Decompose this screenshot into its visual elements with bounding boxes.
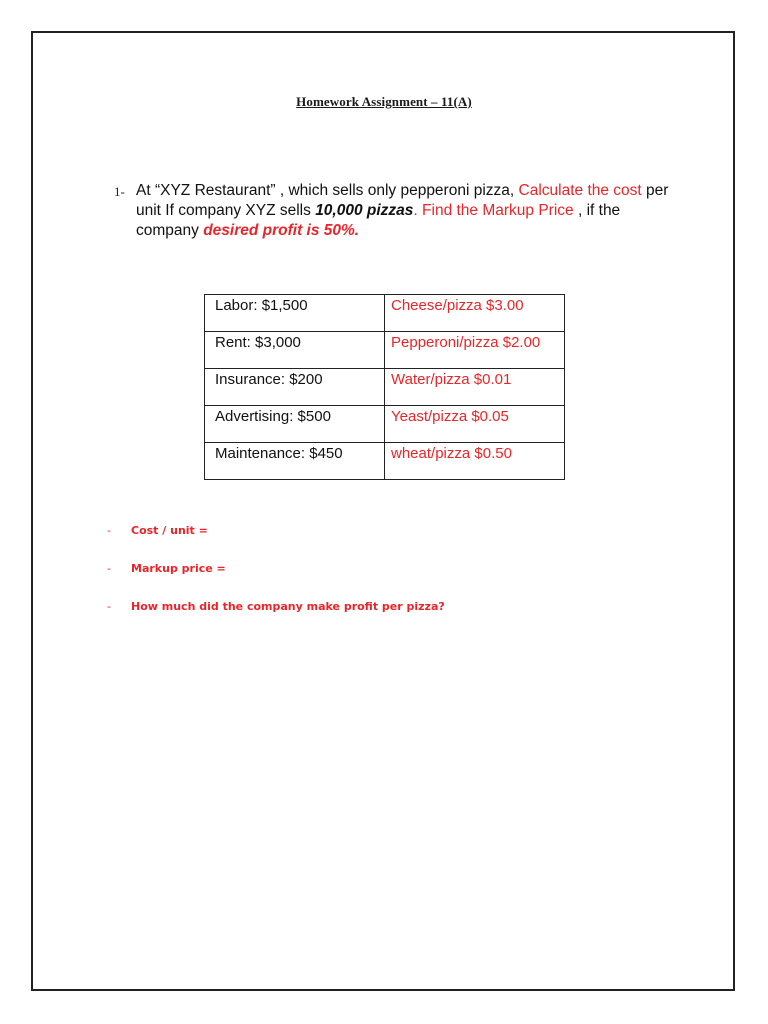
list-item-text: Cost / unit = [131,524,208,537]
cost-table [204,294,565,480]
fixed-cost-cell: Advertising: $500 [205,406,385,443]
question-part-7: desired profit is 50%. [203,222,360,239]
question-number: 1- [114,184,125,199]
question-part-6: , if the company [136,202,621,239]
assignment-title: Homework Assignment – 11(A) [296,94,472,109]
list-item [107,600,445,638]
table-row [205,443,565,480]
fixed-cost-cell: Labor: $1,500 [205,295,385,332]
list-dash: - [107,600,111,613]
variable-cost-cell: wheat/pizza $0.50 [385,443,565,480]
table-row [205,406,565,443]
list-dash: - [107,524,111,537]
table-row [205,332,565,369]
question-text [136,181,676,241]
variable-cost-cell: Water/pizza $0.01 [385,369,565,406]
question-part-3: per unit If company XYZ sells [136,182,669,219]
list-item [107,562,445,600]
question-part-4: 10,000 pizzas [315,202,414,219]
question-list [107,524,445,638]
question-part-1: At “XYZ Restaurant” , which sells only pepperoni pizza, [136,182,519,199]
question-part-2: Calculate the cost [518,182,642,199]
list-item-text: How much did the company make profit per pizza? [131,600,445,613]
fixed-cost-cell: Insurance: $200 [205,369,385,406]
variable-cost-cell: Cheese/pizza $3.00 [385,295,565,332]
variable-cost-cell: Yeast/pizza $0.05 [385,406,565,443]
list-dash: - [107,562,111,575]
list-item-text: Markup price = [131,562,226,575]
page-border [31,31,735,991]
fixed-cost-cell: Maintenance: $450 [205,443,385,480]
table-row [205,369,565,406]
question-part-5: . Find the Markup Price [413,202,574,219]
list-item [107,524,445,562]
variable-cost-cell: Pepperoni/pizza $2.00 [385,332,565,369]
fixed-cost-cell: Rent: $3,000 [205,332,385,369]
table-row [205,295,565,332]
